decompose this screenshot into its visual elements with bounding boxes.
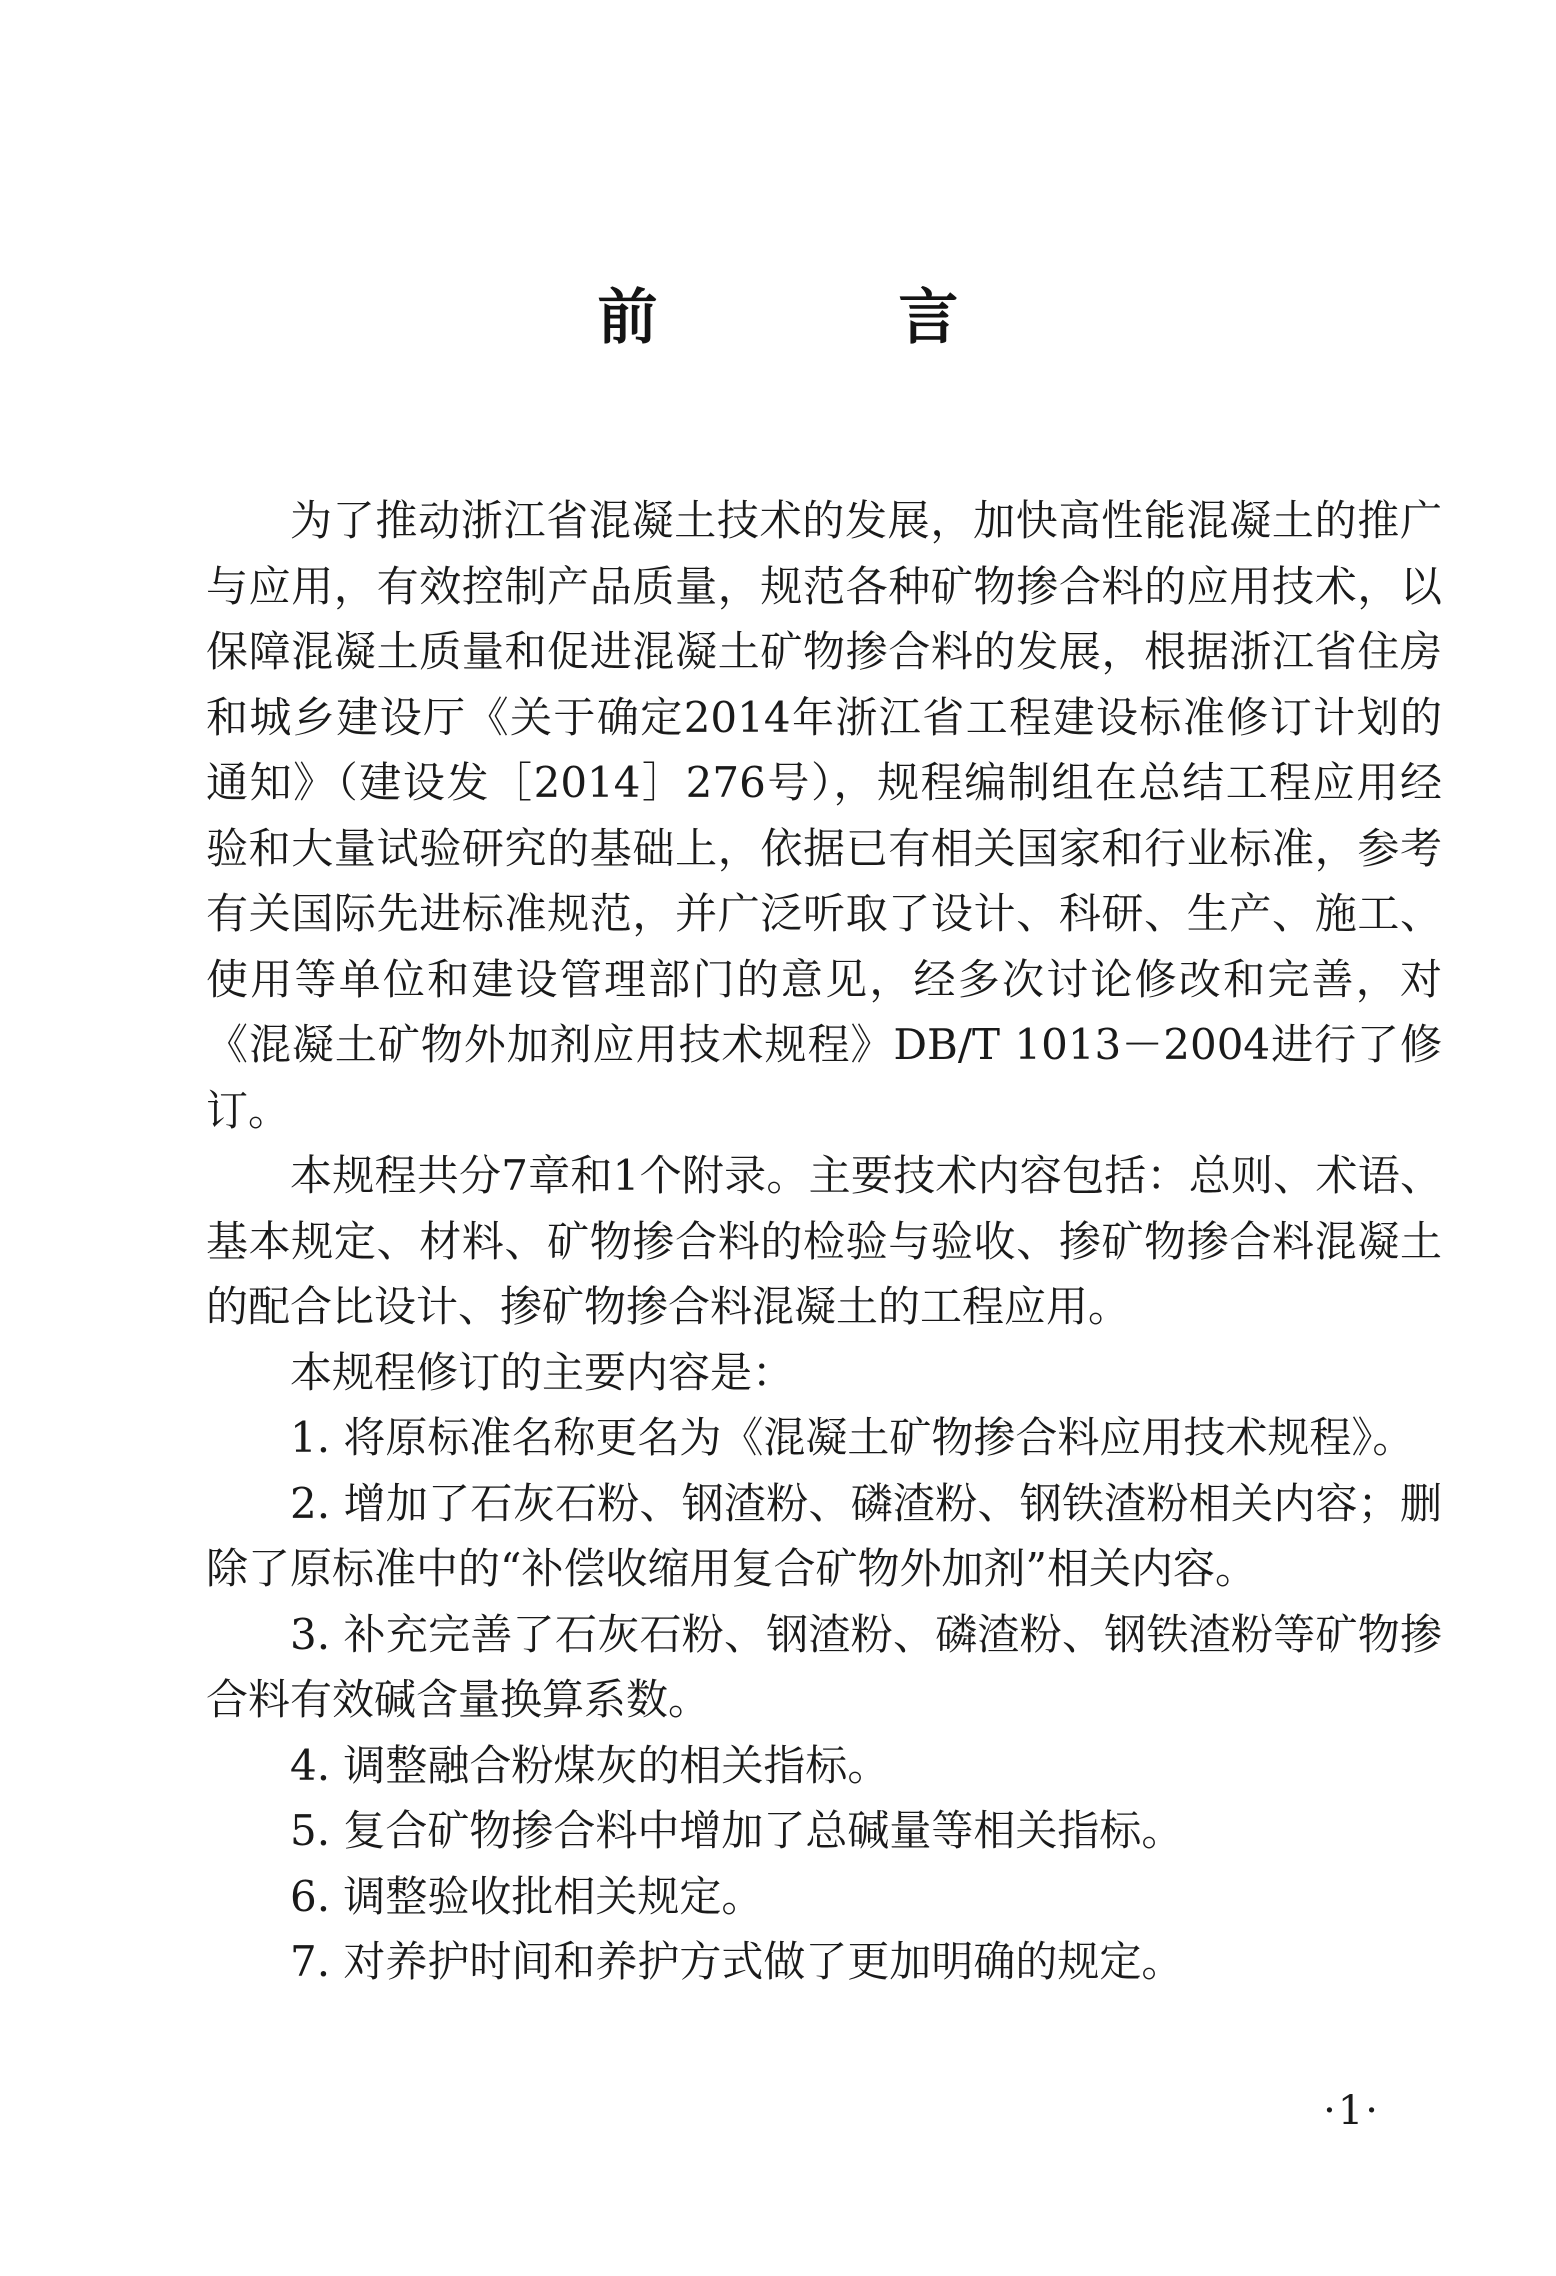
page-title: 前 言 — [597, 283, 1069, 353]
paragraph-structure: 本规程共分7章和1个附录。主要技术内容包括：总则、术语、基本规定、材料、矿物掺合料的检验与验收、掺矿物掺合料混凝土的配合比设计、掺矿物掺合料混凝土的工程应用。 — [206, 1151, 1442, 1331]
revision-item-7: 7. 对养护时间和养护方式做了更加明确的规定。 — [290, 1937, 1184, 1986]
revision-item-2: 2. 增加了石灰石粉、钢渣粉、磷渣粉、钢铁渣粉相关内容；删除了原标准中的“补偿收缩用复合矿物外加剂”相关内容。 — [206, 1478, 1442, 1593]
revision-item-4: 4. 调整融合粉煤灰的相关指标。 — [290, 1740, 890, 1790]
paragraph-revision-lead: 本规程修订的主要内容是： — [290, 1347, 795, 1397]
revision-item-5: 5. 复合矿物掺合料中增加了总碱量等相关指标。 — [290, 1806, 1184, 1855]
revision-item-3: 3. 补充完善了石灰石粉、钢渣粉、磷渣粉、钢铁渣粉等矿物掺合料有效碱含量换算系数。 — [206, 1609, 1442, 1724]
revision-item-6: 6. 调整验收批相关规定。 — [290, 1871, 764, 1921]
revision-item-1: 1. 将原标准名称更名为《混凝土矿物掺合料应用技术规程》。 — [290, 1413, 1415, 1462]
preface-body — [206, 488, 1442, 1995]
page-number: ·1· — [1323, 2088, 1380, 2134]
paragraph-intro: 为了推动浙江省混凝土技术的发展，加快高性能混凝土的推广与应用，有效控制产品质量，规范各种矿物掺合料的应用技术，以保障混凝土质量和促进混凝土矿物掺合料的发展，根据浙江省住房和城乡建设厅《关于确定2014年浙江省工程建设标准修订计划的通知》（建设发［2014］276号），规程编制组在总结工程应用经验和大量试验研究的基础上，依据已有相关国家和行业标准，参考有关国际先进标准规范，并广泛听取了设计、科研、生产、施工、使用等单位和建设管理部门的意见，经多次讨论修改和完善，对《混凝土矿物外加剂应用技术规程》DB/T 1013－2004进行了修订。 — [206, 496, 1442, 1135]
